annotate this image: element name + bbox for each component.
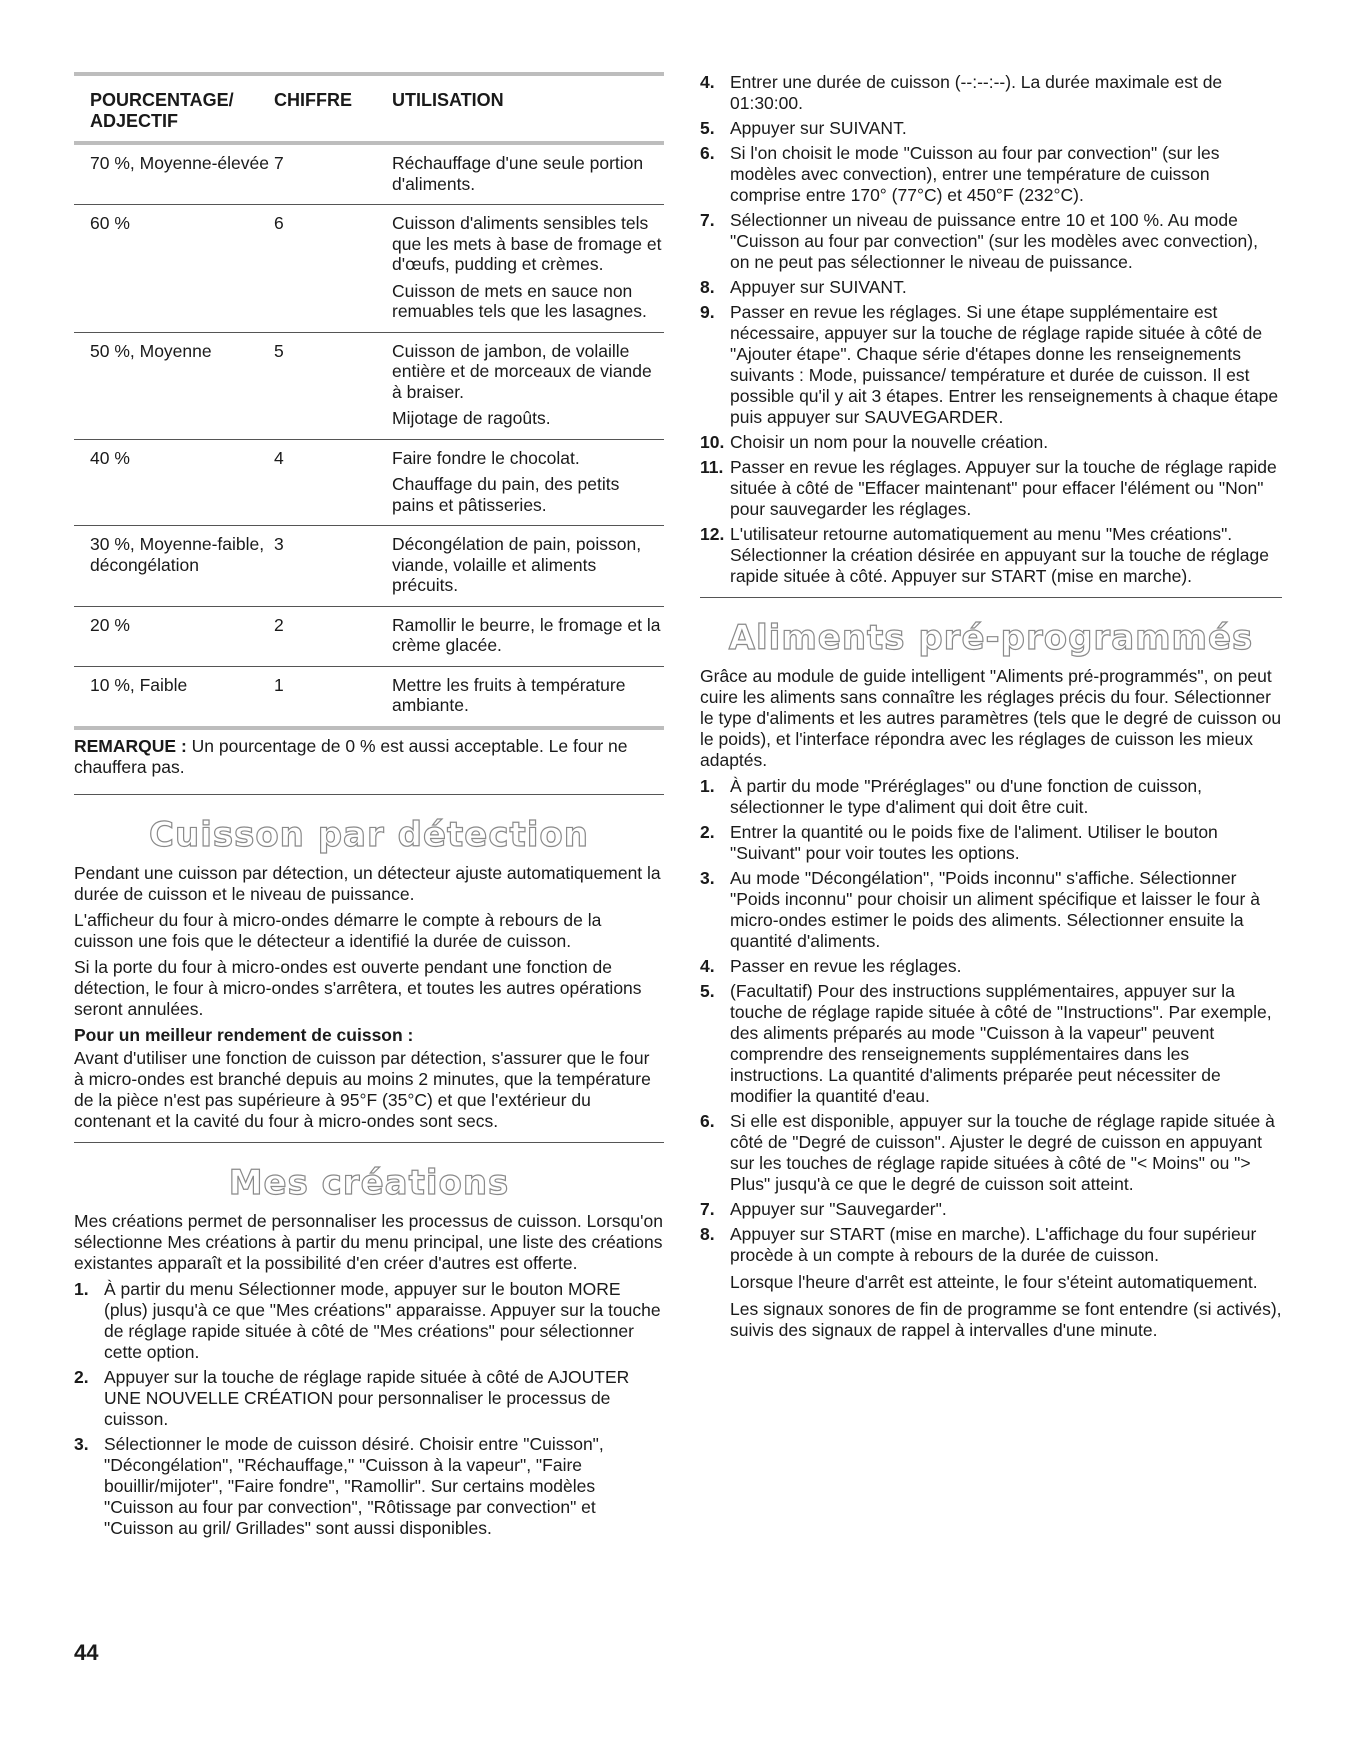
step-text: Au mode "Décongélation", "Poids inconnu" s'affiche. Sélectionner "Poids inconnu" pour choisir un aliment spécifique et laisser le four à micro-ondes estimer le poids des aliments. Sélectionner ensuite la quantité d'aliments.: [730, 868, 1260, 951]
row-number: 2: [274, 614, 284, 635]
step-text: Passer en revue les réglages. Si une étape supplémentaire est nécessaire, appuyer sur la touche de réglage rapide située à côté de "Ajouter étape". Chaque série d'étapes donne les renseignements suivants : Mode, puissance/ température et durée de cuisson. Il est possible qu'il y ait 3 étapes. Entrer les renseignements à chaque étape puis appuyer sur SAUVEGARDER.: [730, 302, 1279, 427]
step-number: 5.: [700, 981, 715, 1001]
row-usage: Mettre les fruits à température ambiante.: [392, 674, 626, 715]
row-percentage: 40 %: [90, 447, 130, 468]
row-percentage: 60 %: [90, 213, 130, 233]
list-item: [700, 277, 1282, 298]
divider: [74, 1142, 664, 1143]
step-number: 10.: [700, 432, 725, 452]
table-row: [74, 145, 664, 205]
step-number: 11.: [700, 457, 724, 477]
list-item: [74, 1367, 664, 1430]
row-usage: Mijotage de ragoûts.: [392, 408, 551, 428]
step-number: 1.: [74, 1278, 89, 1299]
header-usage: UTILISATION: [392, 90, 504, 110]
row-number: 6: [274, 213, 284, 233]
row-percentage: 50 %, Moyenne: [90, 340, 212, 361]
row-percentage: 10 %, Faible: [90, 674, 188, 695]
paragraph: Pendant une cuisson par détection, un détecteur ajuste automatiquement la durée de cuisson et le niveau de puissance.: [74, 862, 661, 904]
row-percentage: 70 %, Moyenne-élevée: [90, 153, 269, 173]
table-header: [74, 72, 664, 145]
step-number: 7.: [700, 210, 715, 230]
paragraph: Grâce au module de guide intelligent "Aliments pré-programmés", on peut cuire les aliments sans connaître les réglages précis du four. Sélectionner le type d'aliments et les autres paramètres (tels que le degré de cuisson ou le poids), et l'interface répondra avec les réglages de cuisson les mieux adaptés.: [700, 666, 1282, 770]
table-end-rule: [74, 726, 664, 730]
list-item: [700, 143, 1282, 206]
row-number: 1: [274, 674, 284, 695]
list-item: [74, 1434, 664, 1539]
step-text: Entrer une durée de cuisson (--:--:--). La durée maximale est de 01:30:00.: [730, 72, 1223, 113]
row-number: 5: [274, 340, 284, 361]
left-column: [74, 72, 664, 1543]
list-item: [700, 822, 1282, 864]
step-number: 7.: [700, 1199, 715, 1219]
table-row: [74, 607, 664, 667]
section-title-sensor: Cuisson par détection: [149, 814, 589, 855]
step-text: Passer en revue les réglages.: [730, 956, 962, 976]
step-text: L'utilisateur retourne automatiquement au menu "Mes créations". Sélectionner la création désirée en appuyant sur la touche de réglage rapide située à côté. Appuyer sur START (mise en marche).: [730, 524, 1269, 586]
list-item: [700, 524, 1282, 587]
step-number: 3.: [700, 868, 715, 888]
row-percentage: 20 %: [90, 614, 130, 635]
list-item: [700, 72, 1282, 114]
table-row: [74, 333, 664, 440]
note: [74, 736, 664, 795]
step-note: Lorsque l'heure d'arrêt est atteinte, le four s'éteint automatiquement.: [730, 1272, 1258, 1292]
row-usage: Décongélation de pain, poisson, viande, volaille et aliments précuits.: [392, 534, 642, 595]
paragraph: Mes créations permet de personnaliser les processus de cuisson. Lorsqu'on sélectionne Mes créations à partir du menu principal, une liste des créations existantes apparaît et la possibilité d'en créer d'autres est offerte.: [74, 1210, 663, 1273]
step-text: (Facultatif) Pour des instructions supplémentaires, appuyer sur la touche de réglage rapide située à côté de "Instructions". Par exemple, des aliments préparés au mode "Cuisson à la vapeur" peuvent comprendre des renseignements supplémentaires dans les instructions. La quantité d'aliments préparée peut nécessiter de modifier la quantité d'eau.: [730, 981, 1272, 1106]
step-text: Passer en revue les réglages. Appuyer sur la touche de réglage rapide située à côté de "Effacer maintenant" pour effacer l'élément ou "Non" pour sauvegarder les réglages.: [730, 457, 1277, 519]
row-usage: Cuisson d'aliments sensibles tels que les mets à base de fromage et d'œufs, pudding et crèmes.: [392, 213, 662, 274]
row-usage: Ramollir le beurre, le fromage et la crème glacée.: [392, 614, 661, 655]
step-text: Appuyer sur START (mise en marche). L'affichage du four supérieur procède à un compte à rebours de la durée de cuisson.: [730, 1224, 1257, 1265]
step-number: 4.: [700, 72, 715, 92]
step-text: Si l'on choisit le mode "Cuisson au four par convection" (sur les modèles avec convection), entrer une température de cuisson comprise entre 170° (77°C) et 450°F (232°C).: [730, 143, 1220, 205]
step-text: À partir du mode "Préréglages" ou d'une fonction de cuisson, sélectionner le type d'aliment qui doit être cuit.: [730, 776, 1203, 817]
list-item: [700, 1111, 1282, 1195]
paragraph: Avant d'utiliser une fonction de cuisson par détection, s'assurer que le four à micro-ondes est branché depuis au moins 2 minutes, que la température de la pièce n'est pas supérieure à 95°F (35°C) et que l'extérieur du contenant et la cavité du four à micro-ondes sont secs.: [74, 1047, 651, 1131]
header-percentage: POURCENTAGE/ ADJECTIF: [90, 90, 234, 131]
note-label: REMARQUE :: [74, 735, 187, 756]
section-title-preprogrammed: Aliments pré-programmés: [728, 618, 1254, 658]
note-text: Un pourcentage de 0 % est aussi acceptable. Le four ne chauffera pas.: [74, 735, 628, 777]
list-item: [700, 432, 1282, 453]
row-number: 7: [274, 153, 284, 173]
creations-steps-list-continued: [700, 72, 1282, 587]
step-text: Choisir un nom pour la nouvelle création.: [730, 432, 1049, 452]
row-number: 4: [274, 447, 284, 468]
table-row: [74, 205, 664, 333]
row-usage: Chauffage du pain, des petits pains et pâtisseries.: [392, 474, 620, 515]
list-item: [700, 210, 1282, 273]
list-item: [700, 956, 1282, 977]
preprog-steps-list: [700, 776, 1282, 1347]
step-text: Entrer la quantité ou le poids fixe de l'aliment. Utiliser le bouton "Suivant" pour voir toutes les options.: [730, 822, 1218, 863]
row-usage: Cuisson de mets en sauce non remuables tels que les lasagnes.: [392, 280, 647, 321]
page-number: 44: [74, 1640, 99, 1665]
list-item: [700, 1199, 1282, 1220]
step-text: Appuyer sur SUIVANT.: [730, 277, 907, 297]
step-text: Si elle est disponible, appuyer sur la touche de réglage rapide située à côté de "Degré de cuisson". Ajuster le degré de cuisson en appuyant sur les touches de réglage rapide situées à côté de "< Moins" ou "> Plus" jusqu'à ce que le degré de cuisson soit atteint.: [730, 1111, 1275, 1194]
row-usage: Faire fondre le chocolat.: [392, 447, 580, 468]
step-number: 5.: [700, 118, 715, 138]
step-number: 6.: [700, 1111, 715, 1131]
step-number: 4.: [700, 956, 715, 976]
table-row: [74, 526, 664, 607]
divider: [700, 597, 1282, 598]
row-usage: Réchauffage d'une seule portion d'aliments.: [392, 153, 644, 194]
table-row: [74, 667, 664, 726]
step-note: Les signaux sonores de fin de programme se font entendre (si activés), suivis des signaux de rappel à intervalles d'une minute.: [730, 1299, 1282, 1340]
paragraph: Si la porte du four à micro-ondes est ouverte pendant une fonction de détection, le four à micro-ondes s'arrêtera, et toutes les autres opérations seront annulées.: [74, 956, 642, 1019]
step-text: Sélectionner un niveau de puissance entre 10 et 100 %. Au mode "Cuisson au four par convection" (sur les modèles avec convection), on ne peut pas sélectionner le niveau de puissance.: [730, 210, 1258, 272]
paragraph: L'afficheur du four à micro-ondes démarre le compte à rebours de la cuisson une fois que le détecteur a identifié la durée de cuisson.: [74, 909, 602, 951]
header-number: CHIFFRE: [274, 90, 352, 110]
table-row: [74, 440, 664, 527]
step-number: 8.: [700, 277, 715, 297]
step-number: 8.: [700, 1224, 715, 1244]
step-text: Appuyer sur "Sauvegarder".: [730, 1199, 947, 1219]
step-number: 3.: [74, 1433, 89, 1454]
section-title-creations: Mes créations: [228, 1162, 510, 1203]
row-usage: Cuisson de jambon, de volaille entière et de morceaux de viande à braiser.: [392, 340, 652, 402]
creations-steps-list: [74, 1279, 664, 1539]
right-column: [700, 72, 1282, 1351]
step-text: Appuyer sur SUIVANT.: [730, 118, 907, 138]
step-number: 6.: [700, 143, 715, 163]
step-text: Sélectionner le mode de cuisson désiré. Choisir entre "Cuisson", "Décongélation", "Réchauffage," "Cuisson à la vapeur", "Faire bouillir/mijoter", "Faire fondre", "Ramollir". Sur certains modèles "Cuisson au four par convection", "Rôtissage par convection" et "Cuisson au gril/ Grillades" sont aussi disponibles.: [104, 1433, 604, 1538]
list-item: [74, 1279, 664, 1363]
list-item: [700, 457, 1282, 520]
step-number: 9.: [700, 302, 715, 322]
list-item: [700, 776, 1282, 818]
list-item: [700, 981, 1282, 1107]
list-item: [700, 302, 1282, 428]
list-item: [700, 1224, 1282, 1347]
list-item: [700, 118, 1282, 139]
step-text: Appuyer sur la touche de réglage rapide située à côté de AJOUTER UNE NOUVELLE CRÉATION pour personnaliser le processus de cuisson.: [104, 1366, 630, 1429]
list-item: [700, 868, 1282, 952]
step-number: 12.: [700, 524, 725, 544]
row-number: 3: [274, 534, 284, 554]
subheading: Pour un meilleur rendement de cuisson :: [74, 1024, 414, 1045]
step-text: À partir du menu Sélectionner mode, appuyer sur le bouton MORE (plus) jusqu'à ce que "Mes créations" apparaisse. Appuyer sur la touche de réglage rapide située à côté de "Mes créations" pour sélectionner cette option.: [104, 1278, 661, 1362]
step-number: 2.: [74, 1366, 89, 1387]
row-percentage: 30 %, Moyenne-faible, décongélation: [90, 534, 265, 575]
step-number: 2.: [700, 822, 715, 842]
step-number: 1.: [700, 776, 715, 796]
